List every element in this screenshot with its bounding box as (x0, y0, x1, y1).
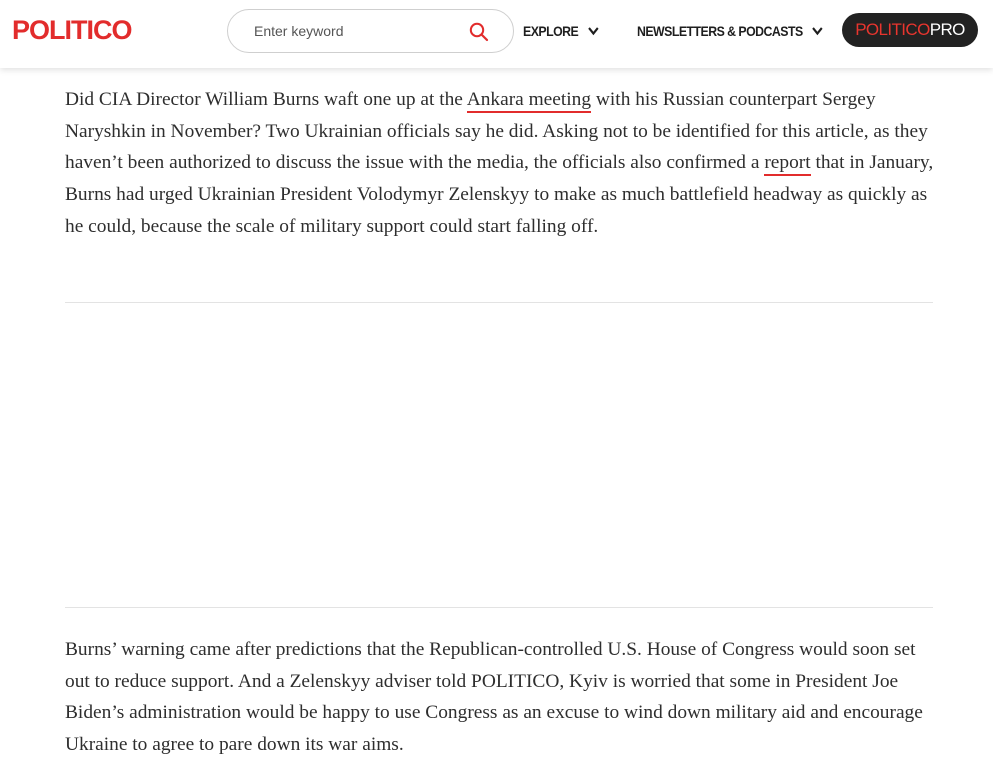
nav-explore[interactable] (523, 20, 599, 42)
search-icon[interactable] (468, 21, 490, 43)
search-box (227, 9, 514, 53)
politico-pro-button[interactable] (842, 13, 978, 47)
ankara-meeting-link[interactable]: Ankara meeting (467, 89, 591, 113)
paragraph-text: that in January, Burns had urged Ukrainian President Volodymyr Zelenskyy to make as much battlefield headway as quickly as he could, because the scale of military support could start falling off. (65, 152, 934, 237)
nav-explore-label: EXPLORE (523, 23, 579, 39)
article-paragraph (65, 84, 935, 243)
paragraph-text: Did CIA Director William Burns waft one up at the (65, 89, 467, 110)
article-paragraph: Burns’ warning came after predictions that the Republican-controlled U.S. House of Congress would soon set out to reduce support. And a Zelenskyy adviser told POLITICO, Kyiv is worried that some in President Joe Biden’s administration would be happy to use Congress as an excuse to wind down military aid and encourage Ukraine to agree to pare down its war aims. (65, 639, 923, 756)
report-link[interactable]: report (764, 152, 810, 176)
politico-logo[interactable]: POLITICO (12, 15, 132, 45)
pro-button-pro: PRO (929, 20, 965, 39)
pro-button-brand: POLITICO (855, 20, 930, 39)
nav-newsletters-label: NEWSLETTERS & PODCASTS (637, 23, 803, 39)
paragraph-text: with his Russian counterpart Sergey Naryshkin in November? Two Ukrainian officials say he did. Asking not to be identified for this article, as they haven’t been authorized to discuss the issue with the media, the officials also confirmed a (65, 89, 928, 174)
search-input[interactable] (254, 21, 454, 41)
chevron-down-icon (811, 26, 823, 36)
site-header (0, 0, 993, 68)
divider (65, 607, 933, 608)
chevron-down-icon (587, 26, 599, 36)
ad-slot (65, 303, 933, 607)
nav-newsletters-podcasts[interactable] (637, 20, 824, 42)
